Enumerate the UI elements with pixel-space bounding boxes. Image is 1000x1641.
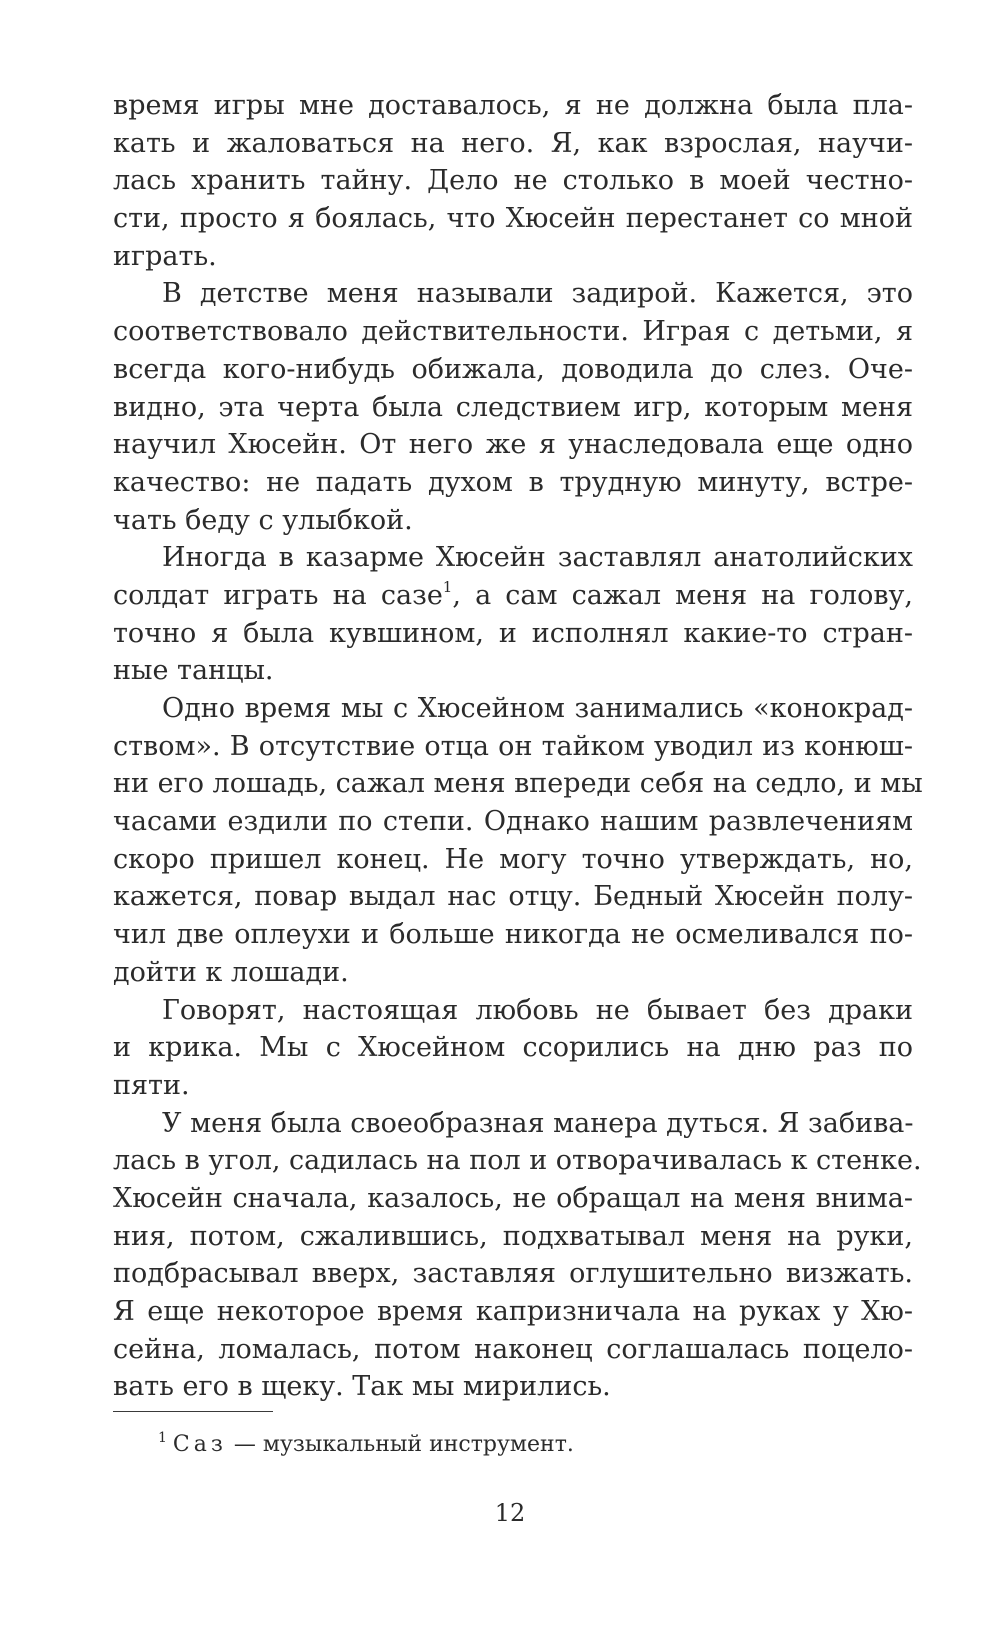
footnote-divider	[113, 1411, 273, 1412]
text-line: соответствовало действительности. Играя с детьми, я	[113, 316, 913, 348]
text-line-with-footnote	[113, 577, 913, 615]
text-line: Одно время мы с Хюсейном занимались «конокрад-	[162, 693, 913, 724]
text-line: Я еще некоторое время капризничала на руках у Хю-	[113, 1296, 913, 1327]
text-line: Хюсейн сначала, казалось, не обращал на меня внима-	[113, 1182, 913, 1214]
text-line: играть.	[113, 240, 217, 272]
text-line: сейна, ломалась, потом наконец соглашалась поцело-	[113, 1333, 913, 1365]
text-line: скоро пришел конец. Не могу точно утверждать, но,	[113, 843, 913, 875]
text-line: лась хранить тайну. Дело не столько в моей честно-	[113, 165, 913, 197]
footnote-term: Саз	[172, 1432, 227, 1457]
text-line: ством». В отсутствие отца он тайком уводил из конюш-	[113, 730, 913, 762]
text-line: кажется, повар выдал нас отцу. Бедный Хюсейн полу-	[113, 881, 913, 913]
text-line: В детстве меня называли задирой. Кажется, это	[162, 278, 913, 310]
text-fragment: солдат играть на сазе	[113, 579, 443, 611]
text-line: сти, просто я боялась, что Хюсейн перестанет со мной	[113, 203, 913, 235]
text-line: кать и жаловаться на него. Я, как взрослая, научи-	[113, 127, 913, 159]
text-line: всегда кого-нибудь обижала, доводила до слез. Оче-	[113, 353, 913, 385]
text-line: ные танцы.	[113, 655, 274, 687]
footnote-reference: 1	[442, 577, 453, 596]
page-number: 12	[494, 1499, 526, 1527]
footnote-mark: 1	[158, 1430, 167, 1446]
text-line: ни его лошадь, сажал меня впереди себя на седло, и мы	[113, 768, 923, 800]
text-line: научил Хюсейн. От него же я унаследовала еще одно	[113, 429, 913, 461]
text-line: лась в угол, садилась на пол и отворачивалась к стенке.	[113, 1145, 922, 1177]
text-line: пяти.	[113, 1069, 190, 1101]
text-line: чил две оплеухи и больше никогда не осмеливался по-	[113, 919, 913, 951]
text-line: точно я была кувшином, и исполнял какие-то стран-	[113, 617, 913, 649]
text-line: Говорят, настоящая любовь не бывает без драки	[162, 994, 913, 1026]
text-line: часами ездили по степи. Однако нашим развлечениям	[113, 806, 913, 838]
text-line: ния, потом, сжалившись, подхватывал меня на руки,	[113, 1220, 913, 1252]
footnote-text: — музыкальный инструмент.	[226, 1432, 574, 1457]
text-line: видно, эта черта была следствием игр, которым меня	[113, 391, 913, 423]
text-fragment: , а сам сажал меня на голову,	[452, 579, 913, 611]
footnote	[158, 1430, 574, 1460]
text-line: подбрасывал вверх, заставляя оглушительно визжать.	[113, 1258, 913, 1290]
text-line: и крика. Мы с Хюсейном ссорились на дню раз по	[113, 1032, 913, 1064]
text-line: дойти к лошади.	[113, 956, 349, 988]
main-text	[113, 87, 923, 1406]
text-line: чать беду с улыбкой.	[113, 504, 413, 536]
text-line: качество: не падать духом в трудную минуту, встре-	[113, 466, 913, 498]
text-line: время игры мне доставалось, я не должна была пла-	[113, 90, 913, 121]
text-line: Иногда в казарме Хюсейн заставлял анатолийских	[162, 542, 913, 574]
text-line: У меня была своеобразная манера дуться. Я забива-	[162, 1107, 914, 1139]
text-line: вать его в щеку. Так мы мирились.	[113, 1371, 611, 1403]
